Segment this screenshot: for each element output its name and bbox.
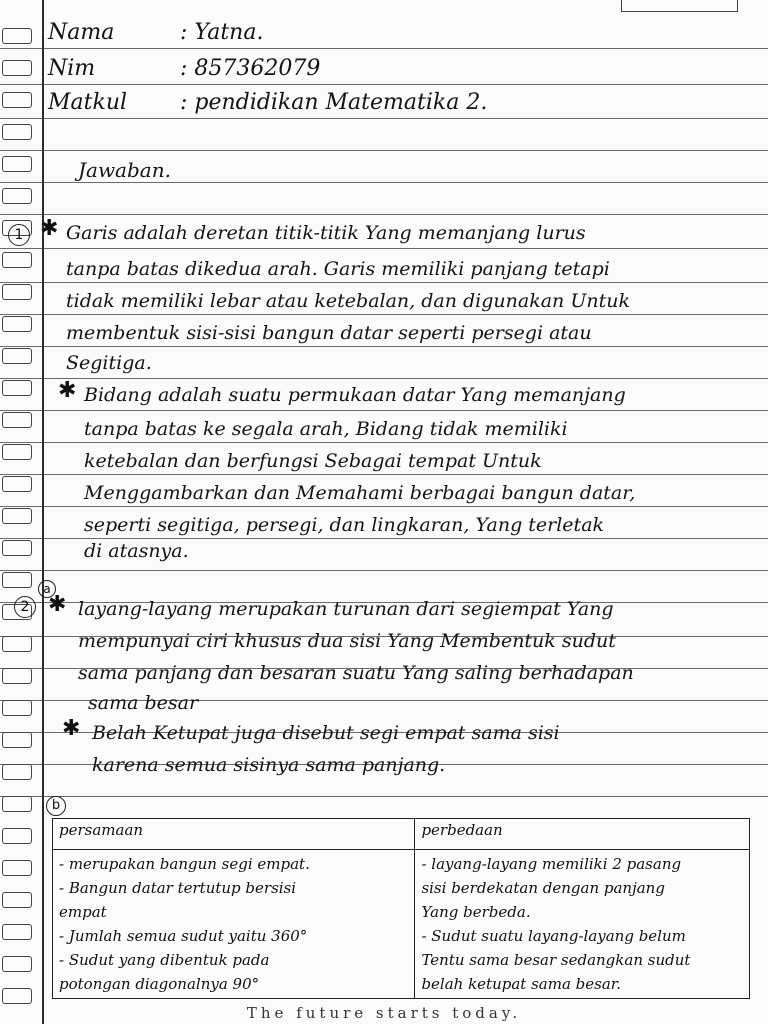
ruled-line <box>0 538 768 539</box>
binder-hole <box>2 284 32 300</box>
persamaan-line: - Jumlah semua sudut yaitu 360° <box>59 927 308 945</box>
perbedaan-line: sisi berdekatan dengan panjang <box>421 879 665 897</box>
binder-hole <box>2 636 32 652</box>
bidang-line: Bidang adalah suatu permukaan datar Yang memanjang <box>84 384 626 406</box>
layang-line: mempunyai ciri khusus dua sisi Yang Membentuk sudut <box>78 630 616 652</box>
binder-hole <box>2 348 32 364</box>
binder-hole <box>2 796 32 812</box>
binder-hole <box>2 924 32 940</box>
ruled-line <box>0 378 768 379</box>
name-label: Nama <box>48 20 115 45</box>
belah-line: karena semua sisinya sama panjang. <box>92 754 446 776</box>
bullet-star-icon: ✱ <box>58 378 77 403</box>
ruled-line <box>0 150 768 151</box>
binder-hole <box>2 412 32 428</box>
binder-hole <box>2 444 32 460</box>
bidang-line: tanpa batas ke segala arah, Bidang tidak memiliki <box>84 418 568 440</box>
persamaan-line: - merupakan bangun segi empat. <box>59 855 310 873</box>
bidang-line: seperti segitiga, persegi, dan lingkaran, Yang terletak <box>84 514 605 536</box>
matkul-label: Matkul <box>48 90 128 115</box>
binder-hole <box>2 988 32 1004</box>
binder-hole <box>2 60 32 76</box>
binder-hole <box>2 764 32 780</box>
ruled-line <box>0 506 768 507</box>
table-header-persamaan: persamaan <box>53 819 415 850</box>
binder-hole <box>2 668 32 684</box>
layang-line: sama panjang dan besaran suatu Yang saling berhadapan <box>78 662 634 684</box>
persamaan-line: empat <box>59 903 107 921</box>
binder-hole <box>2 508 32 524</box>
table-header-perbedaan: perbedaan <box>415 819 750 850</box>
perbedaan-line: - Sudut suatu layang-layang belum <box>421 927 686 945</box>
binder-hole <box>2 156 32 172</box>
binder-hole <box>2 860 32 876</box>
ruled-line <box>0 282 768 283</box>
ruled-line <box>0 314 768 315</box>
persamaan-line: - Sudut yang dibentuk pada <box>59 951 270 969</box>
part-a-label: a <box>38 580 56 598</box>
persamaan-line: - Bangun datar tertutup bersisi <box>59 879 297 897</box>
binder-hole <box>2 380 32 396</box>
bidang-line: ketebalan dan berfungsi Sebagai tempat Untuk <box>84 450 542 472</box>
name-value: : Yatna. <box>180 20 264 45</box>
binder-hole <box>2 828 32 844</box>
ruled-line <box>0 410 768 411</box>
ruled-line <box>0 118 768 119</box>
perbedaan-cell <box>415 850 750 999</box>
layang-line: layang-layang merupakan turunan dari segiempat Yang <box>78 598 614 620</box>
ruled-line <box>0 48 768 49</box>
nim-label: Nim <box>48 56 96 81</box>
section-2-number: 2 <box>14 596 36 618</box>
bidang-line: Menggambarkan dan Memahami berbagai bangun datar, <box>84 482 636 504</box>
bullet-star-icon: ✱ <box>40 216 59 241</box>
binder-hole <box>2 92 32 108</box>
ruled-line <box>0 442 768 443</box>
garis-line: tidak memiliki lebar atau ketebalan, dan digunakan Untuk <box>66 290 630 312</box>
ruled-line <box>0 346 768 347</box>
ruled-line <box>0 214 768 215</box>
garis-line: membentuk sisi-sisi bangun datar seperti persegi atau <box>66 322 592 344</box>
ruled-line <box>0 796 768 797</box>
binder-hole <box>2 732 32 748</box>
persamaan-line: potongan diagonalnya 90° <box>59 975 260 993</box>
garis-line: Garis adalah deretan titik-titik Yang memanjang lurus <box>66 222 586 244</box>
binder-hole <box>2 124 32 140</box>
corner-box <box>621 0 738 12</box>
binder-hole <box>2 316 32 332</box>
binder-hole <box>2 892 32 908</box>
ruled-line <box>0 84 768 85</box>
binder-hole <box>2 572 32 588</box>
binder-hole <box>2 700 32 716</box>
table-row <box>53 850 750 999</box>
ruled-line <box>0 182 768 183</box>
perbedaan-line: Tentu sama besar sedangkan sudut <box>421 951 691 969</box>
comparison-table <box>52 818 750 999</box>
part-b-label: b <box>46 796 66 816</box>
ruled-line <box>0 248 768 249</box>
binder-hole <box>2 956 32 972</box>
binder-hole <box>2 28 32 44</box>
bullet-star-icon: ✱ <box>48 592 67 617</box>
persamaan-cell <box>53 850 415 999</box>
table-header-row <box>53 819 750 850</box>
ruled-line <box>0 570 768 571</box>
perbedaan-line: belah ketupat sama besar. <box>421 975 622 993</box>
answer-heading: Jawaban. <box>78 158 171 182</box>
garis-line: Segitiga. <box>66 352 152 374</box>
margin-line <box>42 0 44 1024</box>
bidang-line: di atasnya. <box>84 540 189 562</box>
binder-hole <box>2 252 32 268</box>
section-1-number: 1 <box>8 224 30 246</box>
matkul-value: : pendidikan Matematika 2. <box>180 90 488 115</box>
ruled-line <box>0 474 768 475</box>
binder-hole <box>2 188 32 204</box>
perbedaan-line: Yang berbeda. <box>421 903 531 921</box>
perbedaan-line: - layang-layang memiliki 2 pasang <box>421 855 682 873</box>
belah-line: Belah Ketupat juga disebut segi empat sama sisi <box>92 722 560 744</box>
binder-hole <box>2 476 32 492</box>
footer-slogan: The future starts today. <box>246 1004 522 1022</box>
binder-hole <box>2 540 32 556</box>
garis-line: tanpa batas dikedua arah. Garis memiliki panjang tetapi <box>66 258 610 280</box>
bullet-star-icon: ✱ <box>62 716 81 741</box>
layang-line: sama besar <box>88 692 199 714</box>
nim-value: : 857362079 <box>180 56 321 81</box>
